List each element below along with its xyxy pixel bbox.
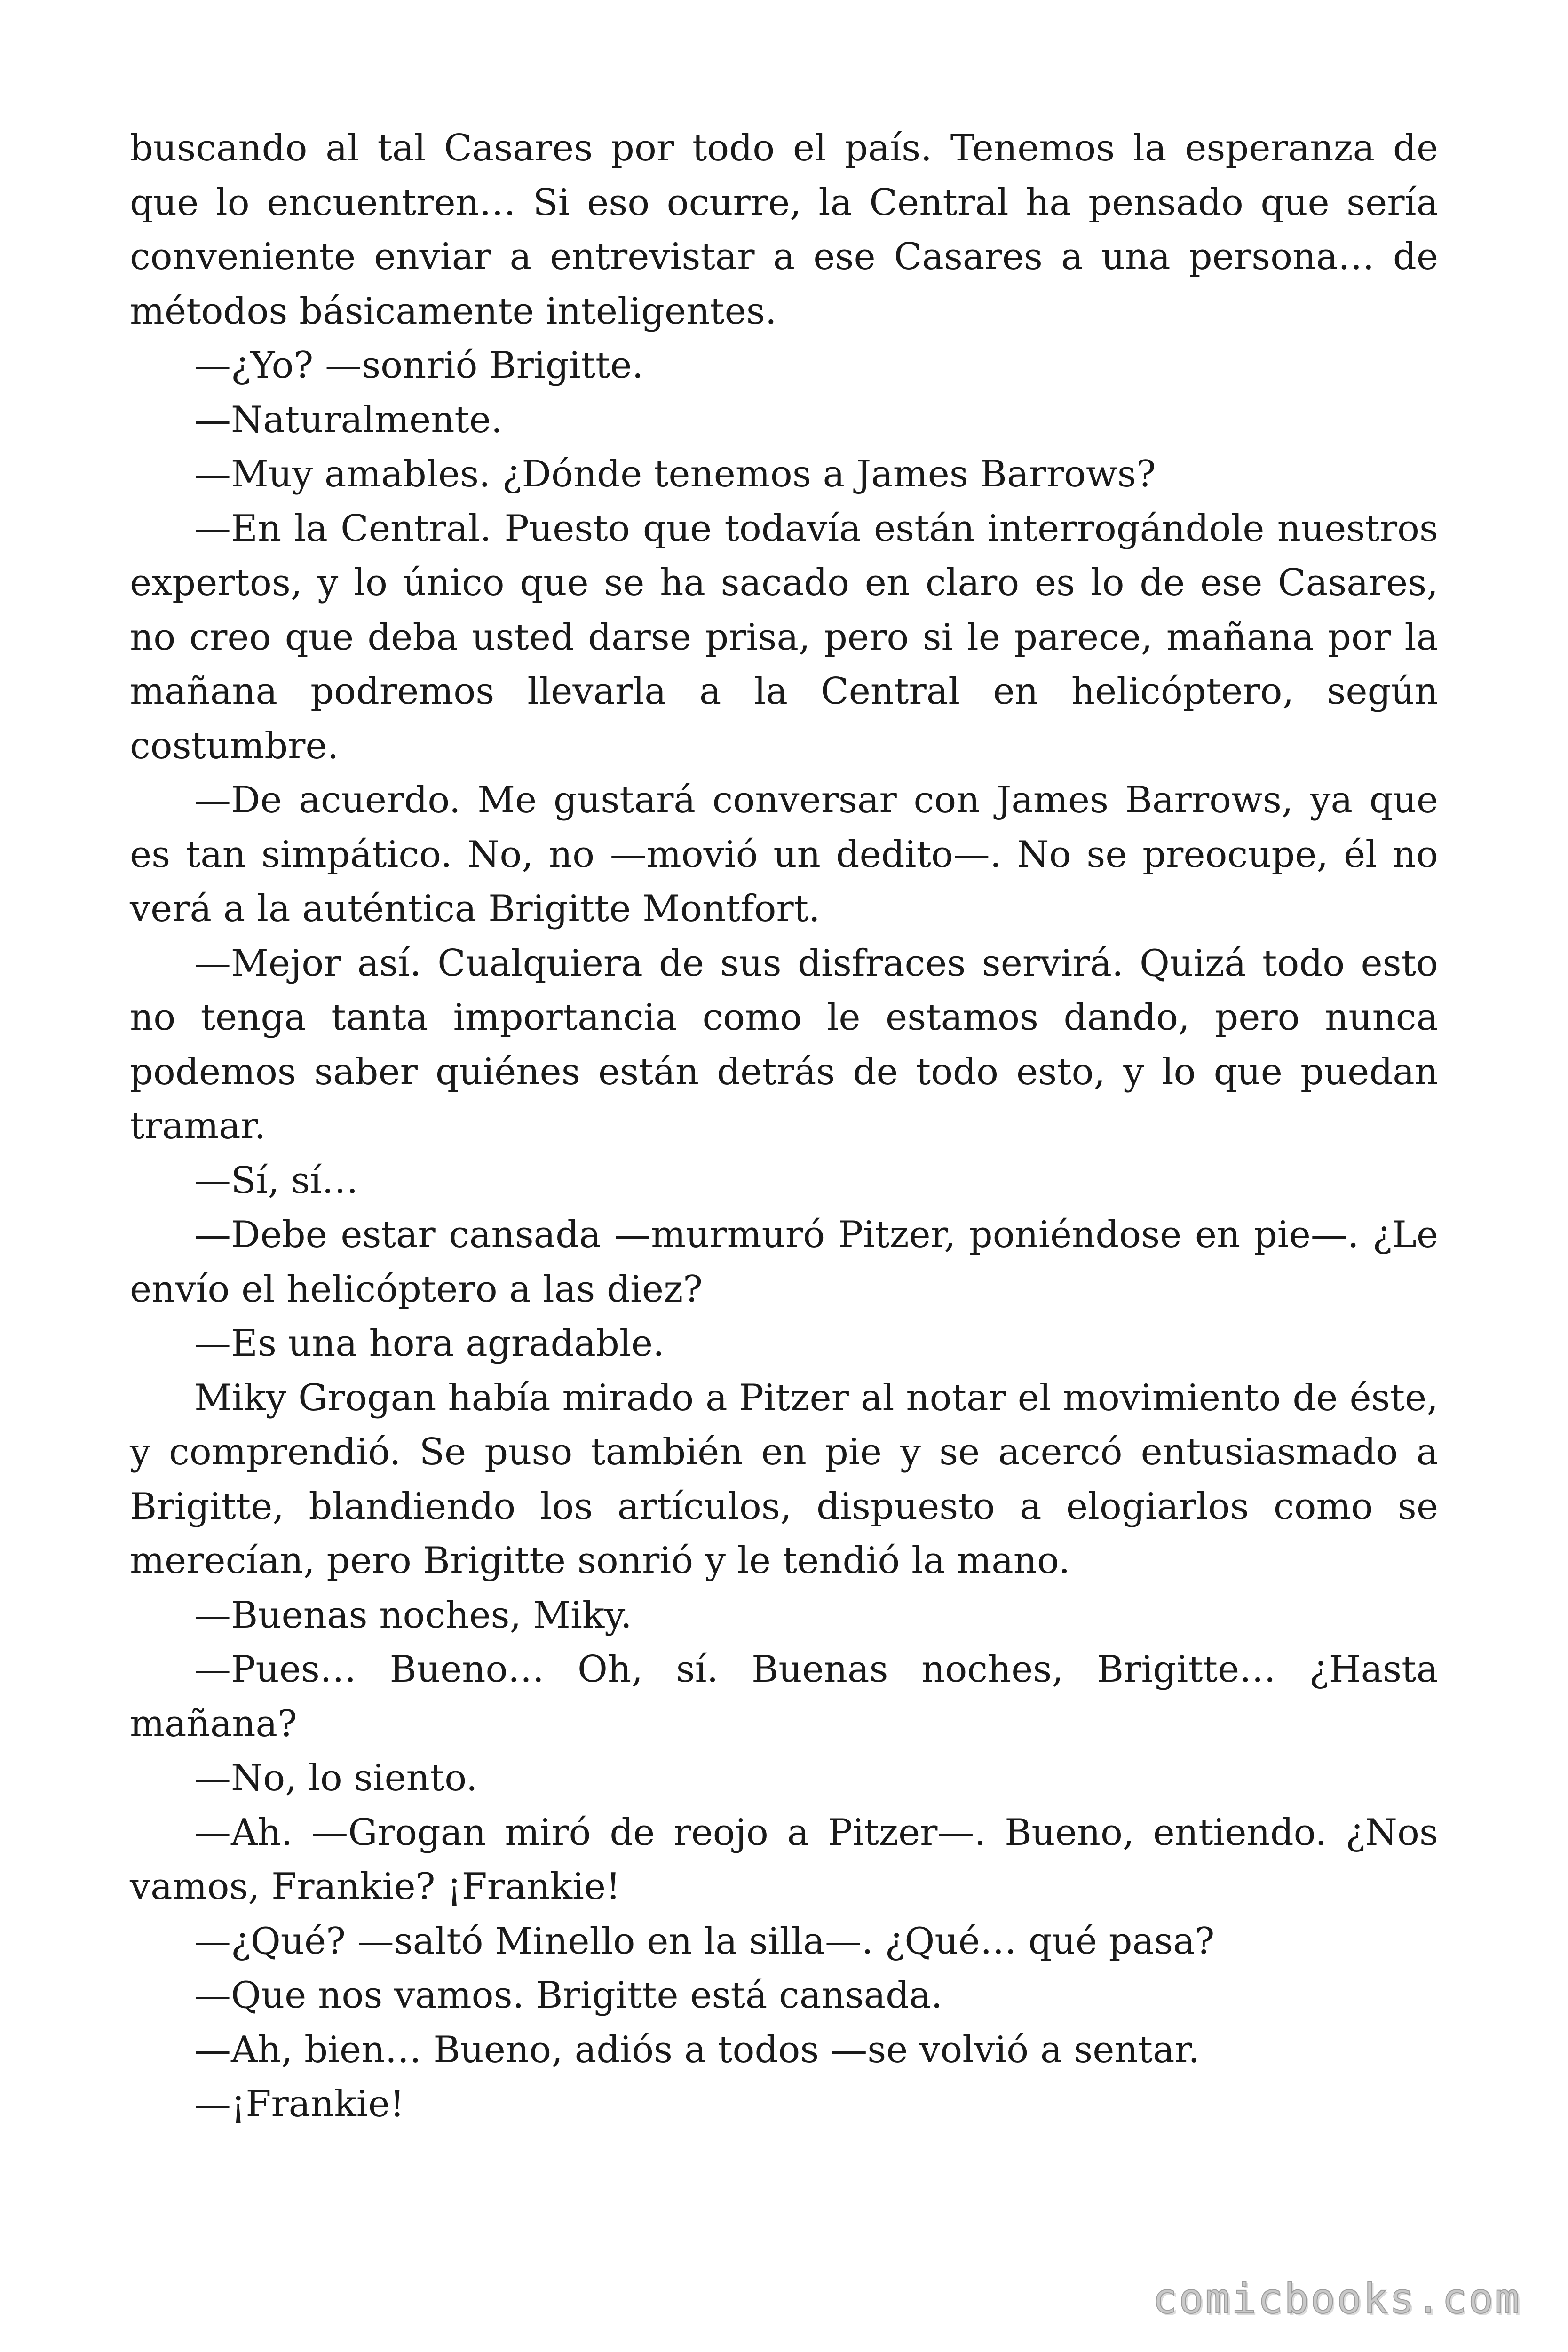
- paragraph: —No, lo siento.: [194, 1757, 478, 1799]
- paragraph: —Muy amables. ¿Dónde tenemos a James Barrows?: [194, 453, 1156, 495]
- paragraph: —Debe estar cansada —murmuró Pitzer, poniéndose en pie—. ¿Le envío el helicóptero a las diez?: [130, 1214, 1438, 1311]
- paragraph: —¿Qué? —saltó Minello en la silla—. ¿Qué… qué pasa?: [194, 1920, 1215, 1963]
- paragraph: —Mejor así. Cualquiera de sus disfraces servirá. Quizá todo esto no tenga tanta importancia como le estamos dando, pero nunca podemos saber quiénes están detrás de todo esto, y lo que puedan tramar.: [130, 942, 1438, 1147]
- paragraph: buscando al tal Casares por todo el país. Tenemos la esperanza de que lo encuentren… Si eso ocurre, la Central ha pensado que sería conveniente enviar a entrevistar a ese Casares a una persona… de métodos básicamente inteligentes.: [130, 127, 1438, 333]
- paragraph: —Naturalmente.: [194, 398, 503, 441]
- paragraph: —Es una hora agradable.: [194, 1322, 665, 1365]
- paragraph: —¿Yo? —sonrió Brigitte.: [194, 344, 644, 387]
- paragraph: Miky Grogan había mirado a Pitzer al notar el movimiento de éste, y comprendió. Se puso también en pie y se acercó entusiasmado a Brigitte, blandiendo los artículos, dispuesto a elogiarlos como se merecían, pero Brigitte sonrió y le tendió la mano.: [130, 1376, 1438, 1582]
- book-page-text: [130, 121, 1438, 2132]
- watermark-text: comicbooks.com: [1152, 2274, 1521, 2323]
- paragraph: —¡Frankie!: [194, 2083, 405, 2125]
- paragraph: —Ah. —Grogan miró de reojo a Pitzer—. Bueno, entiendo. ¿Nos vamos, Frankie? ¡Frankie!: [130, 1811, 1438, 1908]
- paragraph: —En la Central. Puesto que todavía están interrogándole nuestros expertos, y lo único que se ha sacado en claro es lo de ese Casares, no creo que deba usted darse prisa, pero si le parece, mañana por la mañana podremos llevarla a la Central en helicóptero, según costumbre.: [130, 507, 1438, 767]
- paragraph: —Sí, sí…: [194, 1159, 358, 1202]
- paragraph: —Buenas noches, Miky.: [194, 1594, 632, 1637]
- paragraph: —Pues… Bueno… Oh, sí. Buenas noches, Brigitte… ¿Hasta mañana?: [130, 1648, 1438, 1745]
- paragraph: —Que nos vamos. Brigitte está cansada.: [194, 1974, 943, 2017]
- paragraph: —De acuerdo. Me gustará conversar con James Barrows, ya que es tan simpático. No, no —movió un dedito—. No se preocupe, él no verá a la auténtica Brigitte Montfort.: [130, 779, 1438, 930]
- paragraph: —Ah, bien… Bueno, adiós a todos —se volvió a sentar.: [194, 2028, 1200, 2071]
